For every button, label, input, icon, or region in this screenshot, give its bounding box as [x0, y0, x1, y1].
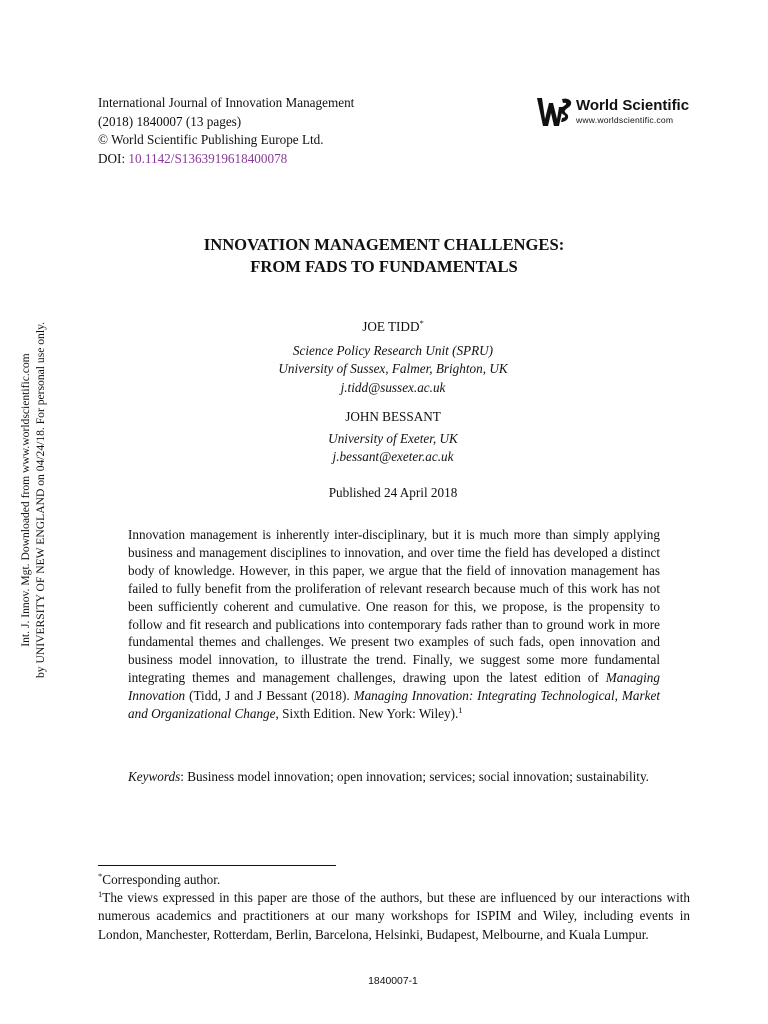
affiliation-line: University of Sussex, Falmer, Brighton, UK: [278, 361, 508, 377]
keywords-text: : Business model innovation; open innovation; services; social innovation; sustainability.: [180, 769, 649, 784]
abstract: [128, 526, 660, 723]
author-1-name: JOE TIDD*: [362, 318, 424, 334]
journal-name: International Journal of Innovation Management: [98, 95, 355, 110]
author-2-affiliation: [0, 430, 768, 467]
author-1-email[interactable]: j.tidd@sussex.ac.uk: [340, 379, 446, 395]
keywords-label: Keywords: [128, 769, 181, 784]
paper-title: [0, 234, 768, 278]
doi-label: DOI:: [98, 150, 129, 166]
footnote-ref[interactable]: 1: [458, 705, 463, 716]
affiliation-line: Science Policy Research Unit (SPRU): [292, 343, 494, 358]
published-date: Published 24 April 2018: [328, 485, 458, 500]
author-1-affiliation: [0, 342, 768, 397]
footnote-divider: [98, 865, 336, 866]
footnote-item: $^1$The views expressed in this paper are those of the authors, but these are influenced by our interactions with numerous academics and practitioners at our many workshops for ISPIM and Wiley, including events in London, Manchester, Rotterdam, Berlin, Barcelona, Helsinki, Budapest, Melbourne, and Kuala Lumpur.: [98, 889, 690, 942]
keywords: [128, 768, 660, 786]
footnote-item: *Corresponding author.: [98, 871, 221, 887]
doi-line: [98, 150, 354, 169]
world-scientific-logo: [536, 94, 696, 130]
logo-name: World Scientific: [576, 97, 690, 114]
doi-link[interactable]: 10.1142/S1363919618400078: [128, 150, 288, 166]
affiliation-line: University of Exeter, UK: [328, 431, 458, 446]
side-note-line-2: by UNIVERSITY OF NEW ENGLAND on 04/24/18. For personal use only.: [34, 321, 48, 679]
book-title-short: Managing Innovation: [128, 670, 660, 704]
citation-end: , Sixth Edition. New York: Wiley).: [275, 706, 459, 722]
corresponding-marker: *: [419, 318, 424, 328]
journal-citation: (2018) 1840007 (13 pages): [98, 113, 242, 129]
logo-url: www.worldscientific.com: [576, 115, 674, 125]
footnotes: [98, 871, 690, 944]
book-title-full: Managing Innovation: Integrating Technological, Market and Organizational Change: [128, 688, 660, 722]
title-line-2: FROM FADS TO FUNDAMENTALS: [250, 257, 518, 276]
side-note-line-1: Int. J. Innov. Mgt. Downloaded from www.worldscientific.com: [19, 353, 32, 647]
author-2-email[interactable]: j.bessant@exeter.ac.uk: [332, 449, 454, 465]
title-line-1: INNOVATION MANAGEMENT CHALLENGES:: [203, 235, 565, 254]
journal-copyright: © World Scientific Publishing Europe Ltd.: [98, 132, 324, 148]
citation-middle: (Tidd, J and J Bessant (2018).: [185, 688, 354, 704]
journal-meta: [98, 94, 354, 168]
page-number: 1840007-1: [368, 976, 418, 987]
author-2-name: JOHN BESSANT: [345, 409, 441, 424]
world-scientific-emblem-icon: [536, 95, 574, 129]
abstract-text: Innovation management is inherently inter-disciplinary, but it is much more than simply applying business and management disciplines to innovation, and over time the field has developed a distinct body of knowledge. However, in this paper, we argue that the field of innovation management has failed to fully benefit from the proliferation of relevant research because much of this work has not been sufficiently coherent and cumulative. One reason for this, we propose, is the propensity to follow and fit research and publications into contemporary fads rather than to ground work in more fundamental themes and challenges. We present two examples of such fads, open innovation and business model innovation, to illustrate the trend. Finally, we suggest some more fundamental integrating themes and management challenges, drawing upon the latest edition of: [128, 527, 660, 686]
